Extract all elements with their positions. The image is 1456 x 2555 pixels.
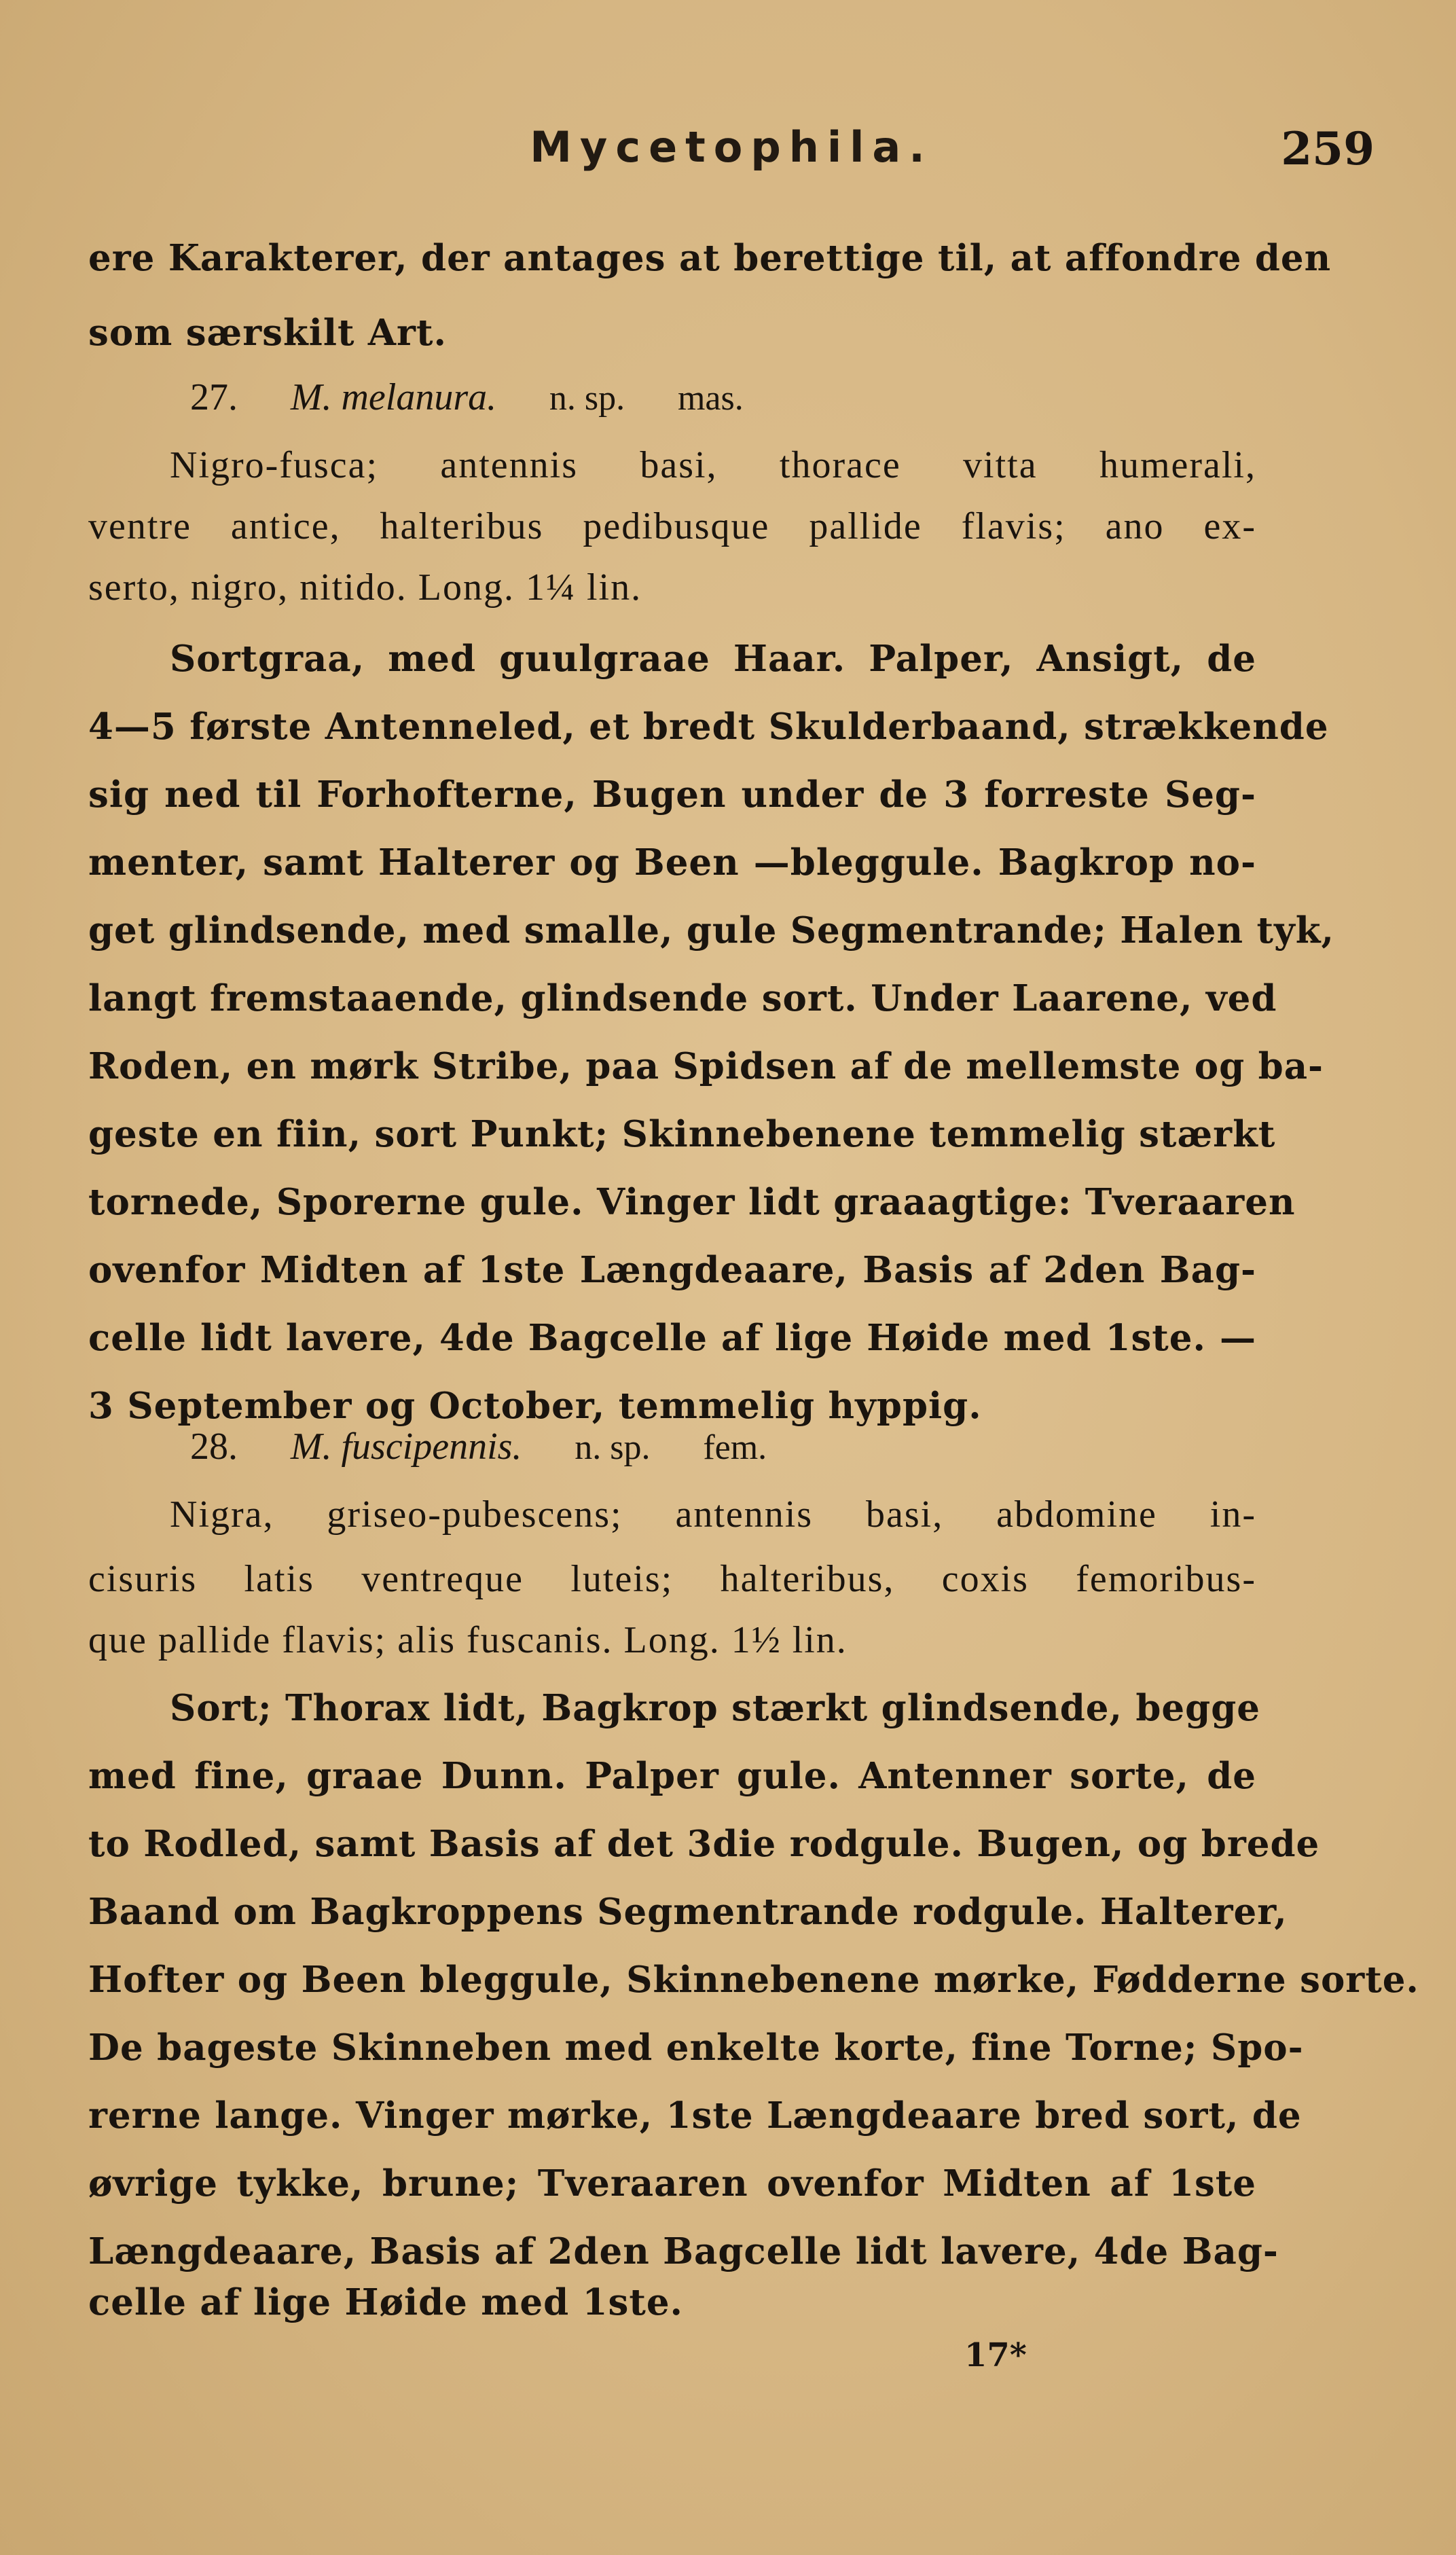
species-name: M. fuscipennis. xyxy=(290,1426,522,1468)
text-line: som særskilt Art. xyxy=(88,312,447,354)
text-line: Hofter og Been bleggule, Skinnebenene mørke, Fødderne sorte. xyxy=(88,1959,1419,2001)
species-heading xyxy=(190,1419,937,1474)
signature-mark: 17* xyxy=(964,2336,1027,2374)
text-line: ventre antice, halteribus pedibusque pallide flavis; ano ex- xyxy=(88,505,1256,547)
text-line: Baand om Bagkroppens Segmentrande rodgule. Halterer, xyxy=(88,1891,1288,1933)
text-line: langt fremstaaende, glindsende sort. Under Laarene, ved xyxy=(88,977,1277,1019)
text-line: que pallide flavis; alis fuscanis. Long. 1½ lin. xyxy=(88,1619,848,1661)
species-status: n. sp. xyxy=(549,379,625,418)
text-line: to Rodled, samt Basis af det 3die rodgule. Bugen, og brede xyxy=(88,1823,1320,1865)
text-line: ovenfor Midten af 1ste Længdeaare, Basis af 2den Bag- xyxy=(88,1249,1256,1291)
text-line: get glindsende, med smalle, gule Segmentrande; Halen tyk, xyxy=(88,909,1334,952)
text-line: serto, nigro, nitido. Long. 1¼ lin. xyxy=(88,566,642,609)
page-number: 259 xyxy=(1281,122,1375,175)
text-line: ere Karakterer, der antages at berettige til, at affondre den xyxy=(88,237,1332,279)
text-line: geste en fiin, sort Punkt; Skinnebenene temmelig stærkt xyxy=(88,1113,1276,1155)
page-header xyxy=(81,122,1381,197)
text-line: rerne lange. Vinger mørke, 1ste Længdeaare bred sort, de xyxy=(88,2095,1302,2137)
text-line: med fine, graae Dunn. Palper gule. Antenner sorte, de xyxy=(88,1755,1256,1797)
text-line: menter, samt Halterer og Been —bleggule. Bagkrop no- xyxy=(88,841,1256,884)
species-number: 28. xyxy=(190,1426,238,1468)
text-line: Nigro-fusca; antennis basi, thorace vitta humerali, xyxy=(170,444,1256,486)
text-line: 4—5 første Antenneled, et bredt Skulderbaand, strækkende xyxy=(88,706,1329,748)
text-line: cisuris latis ventreque luteis; halteribus, coxis femoribus- xyxy=(88,1558,1256,1600)
text-line: Sort; Thorax lidt, Bagkrop stærkt glindsende, begge xyxy=(170,1687,1260,1729)
text-line: Længdeaare, Basis af 2den Bagcelle lidt lavere, 4de Bag- xyxy=(88,2230,1279,2272)
text-line: Roden, en mørk Stribe, paa Spidsen af de mellemste og ba- xyxy=(88,1045,1324,1087)
text-line: 3 September og October, temmelig hyppig. xyxy=(88,1385,982,1427)
text-line: Nigra, griseo-pubescens; antennis basi, abdomine in- xyxy=(170,1493,1256,1536)
text-line: celle af lige Høide med 1ste. xyxy=(88,2281,683,2323)
text-line: tornede, Sporerne gule. Vinger lidt graaagtige: Tveraaren xyxy=(88,1181,1296,1223)
species-number: 27. xyxy=(190,376,238,418)
text-line: sig ned til Forhofterne, Bugen under de 3 forreste Seg- xyxy=(88,774,1256,816)
species-sex: fem. xyxy=(703,1428,767,1467)
species-sex: mas. xyxy=(677,379,744,418)
species-status: n. sp. xyxy=(575,1428,651,1467)
species-heading xyxy=(190,370,937,424)
running-title: Mycetophila. xyxy=(530,122,933,172)
text-line: celle lidt lavere, 4de Bagcelle af lige Høide med 1ste. — xyxy=(88,1317,1256,1359)
text-line: øvrige tykke, brune; Tveraaren ovenfor Midten af 1ste xyxy=(88,2162,1256,2205)
species-name: M. melanura. xyxy=(290,376,497,418)
text-line: Sortgraa, med guulgraae Haar. Palper, Ansigt, de xyxy=(170,638,1256,680)
text-line: De bageste Skinneben med enkelte korte, fine Torne; Spo- xyxy=(88,2027,1304,2069)
